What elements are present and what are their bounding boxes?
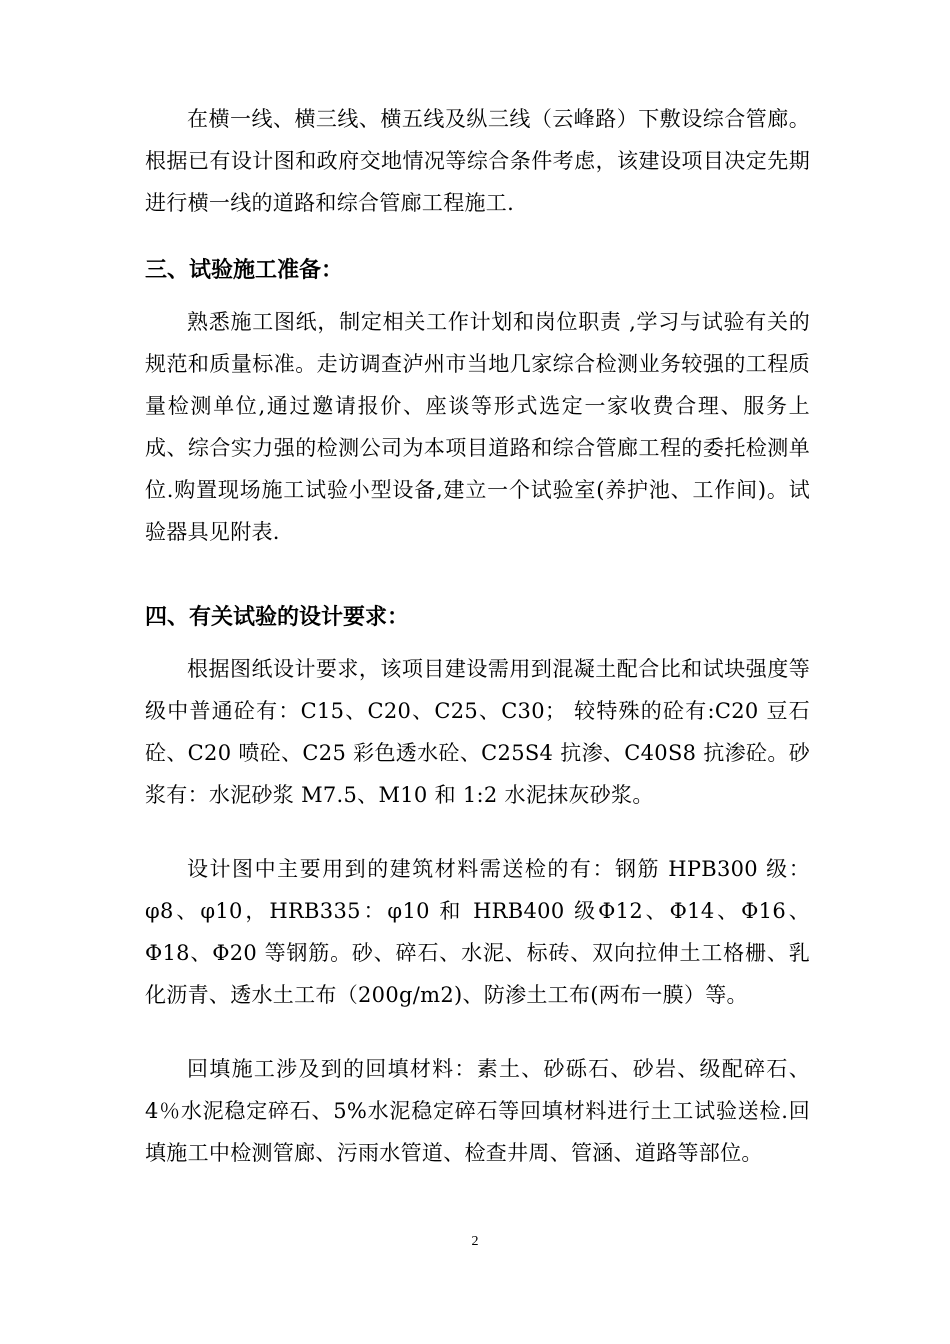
paragraph-materials — [145, 848, 810, 1016]
paragraph-intro — [145, 98, 810, 224]
section-heading-3 — [145, 250, 810, 292]
paragraph-text: 回填施工涉及到的回填材料：素土、砂砾石、砂岩、级配碎石、4％水泥稳定碎石、5%水泥稳定碎石等回填材料进行土工试验送检.回填施工中检测管廊、污雨水管道、检查井周、管涵、道路等部位。 — [145, 1057, 810, 1165]
paragraph-text: 设计图中主要用到的建筑材料需送检的有：钢筋 HPB300 级：φ8、φ10，HRB335：φ10 和 HRB400 级Φ12、Φ14、Φ16、Φ18、Φ20 等钢筋。砂、碎石、水泥、标砖、双向拉伸土工格栅、乳化沥青、透水土工布（200g/m2)、防渗土工布(两布一膜）等。 — [145, 857, 810, 1007]
paragraph-backfill — [145, 1048, 810, 1174]
paragraph-text: 熟悉施工图纸，制定相关工作计划和岗位职责 ,学习与试验有关的规范和质量标准。走访调查泸州市当地几家综合检测业务较强的工程质量检测单位,通过邀请报价、座谈等形式选定一家收费合理、服务上成、综合实力强的检测公司为本项目道路和综合管廊工程的委托检测单位.购置现场施工试验小型设备,建立一个试验室(养护池、工作间)。试验器具见附表. — [145, 310, 810, 544]
paragraph-concrete-requirements — [145, 648, 810, 816]
heading-text: 三、试验施工准备： — [145, 258, 344, 283]
paragraph-preparation — [145, 301, 810, 553]
paragraph-text: 根据图纸设计要求，该项目建设需用到混凝土配合比和试块强度等级中普通砼有：C15、C20、C25、C30； 较特殊的砼有:C20 豆石砼、C20 喷砼、C25 彩色透水砼、C25S4 抗渗、C40S8 抗渗砼。砂浆有：水泥砂浆 M7.5、M10 和 1:2 水泥抹灰砂浆。 — [145, 657, 810, 807]
paragraph-text: 在横一线、横三线、横五线及纵三线（云峰路）下敷设综合管廊。根据已有设计图和政府交地情况等综合条件考虑，该建设项目决定先期进行横一线的道路和综合管廊工程施工. — [145, 107, 810, 215]
heading-text: 四、有关试验的设计要求： — [145, 605, 410, 630]
section-heading-4 — [145, 597, 810, 639]
page-number: 2 — [471, 1234, 479, 1249]
